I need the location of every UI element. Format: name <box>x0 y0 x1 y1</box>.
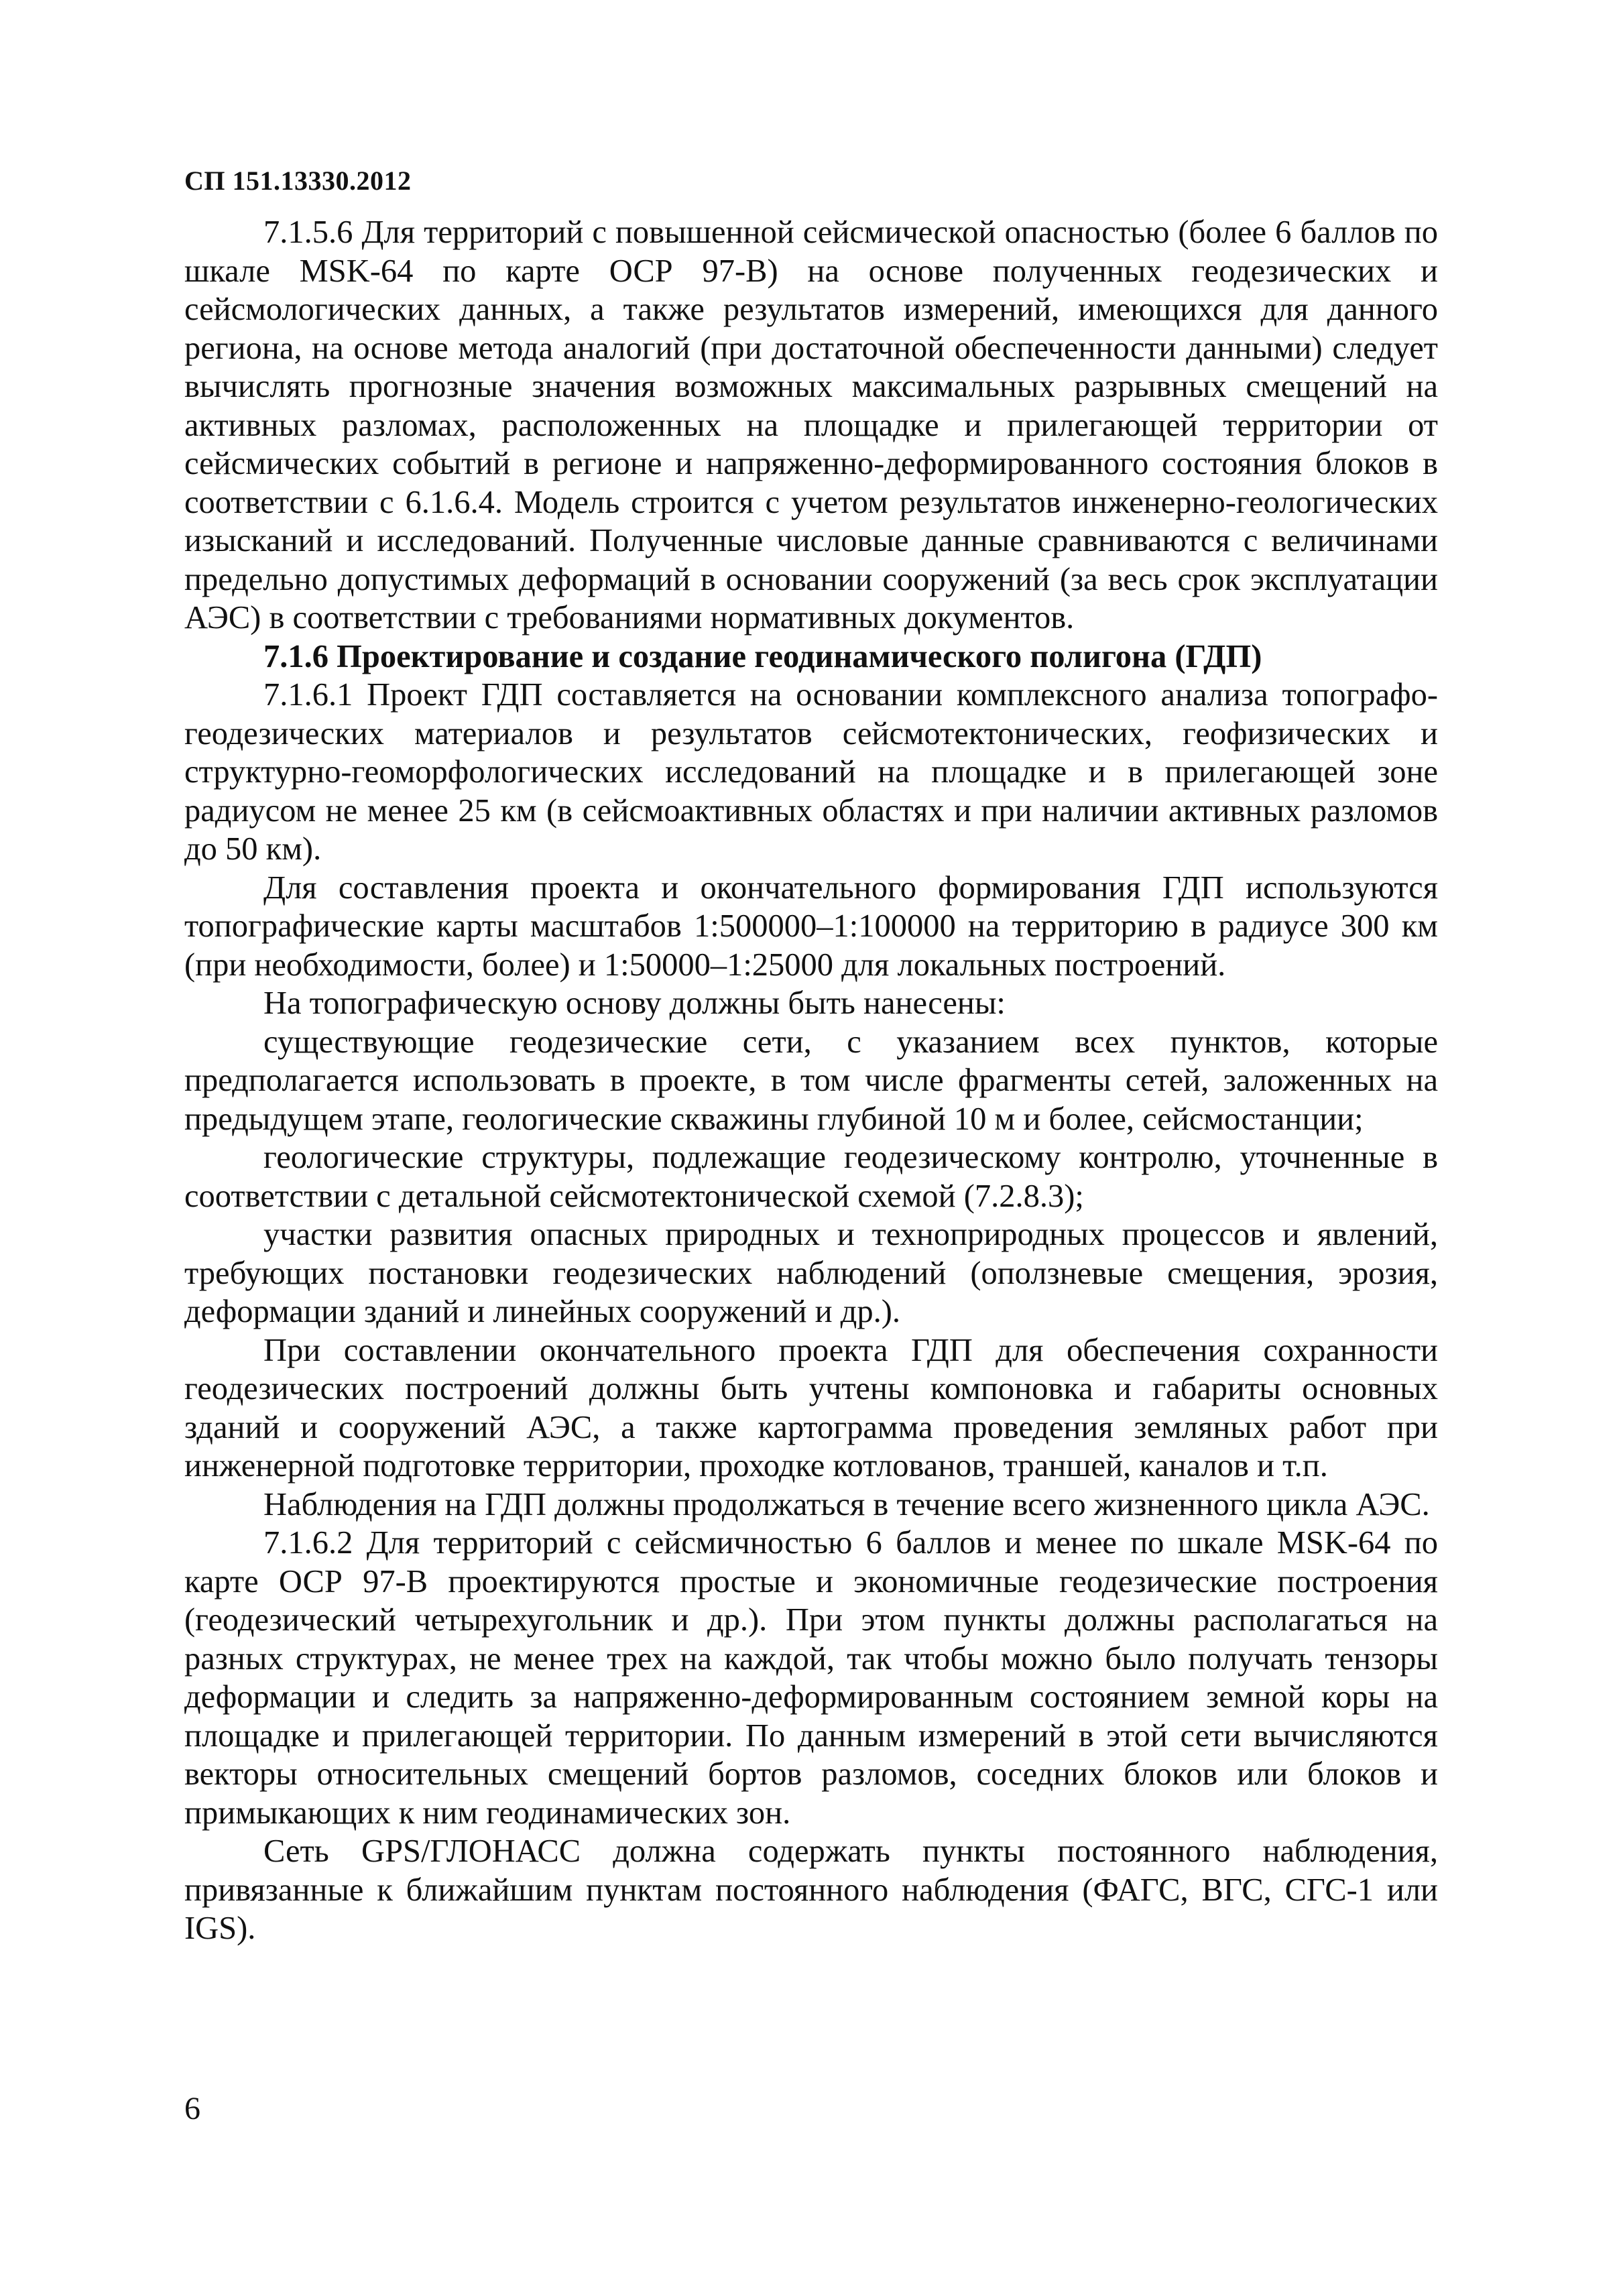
paragraph-7-1-6-2: 7.1.6.2 Для территорий с сейсмичностью 6 баллов и менее по шкале MSK-64 по карте ОСР 97-В проектируются простые и экономичные геодезические построения (геодезический четырехугольник и др.). При этом пункты должны располагаться на разных структурах, не менее трех на каждой, так чтобы можно было получать тензоры деформации и следить за напряженно-деформированным состоянием земной коры на площадке и прилегающей территории. По данным измерений в этой сети вычисляются векторы относительных смещений бортов разломов, соседних блоков или блоков и примыкающих к ним геодинамических зон. <box>184 1525 1438 1831</box>
paragraph-hazard-areas: участки развития опасных природных и технoприродных процессов и явлений, требующих постановки геодезических наблюдений (оползневые смещения, эрозия, деформации зданий и линейных сооружений и др.). <box>184 1217 1438 1329</box>
paragraph-topographic-maps: Для составления проекта и окончательного формирования ГДП используются топографические карты масштабов 1:500000–1:100000 на территорию в радиусе 300 км (при необходимости, более) и 1:50000–1:25000 для локальных построений. <box>184 869 1438 983</box>
page-number: 6 <box>184 2091 200 2126</box>
document-body <box>184 213 1438 1948</box>
paragraph-geodetic-networks: существующие геодезические сети, с указанием всех пунктов, которые предполагается использовать в проекте, в том числе фрагменты сетей, заложенных на предыдущем этапе, геологические скважины глубиной 10 м и более, сейсмостанции; <box>184 1024 1438 1137</box>
paragraph-gps-glonass: Сеть GPS/ГЛОНАСС должна содержать пункты постоянного наблюдения, привязанные к ближайшим пунктам постоянного наблюдения (ФАГС, ВГС, СГС-1 или IGS). <box>184 1833 1438 1946</box>
paragraph-geological-structures: геологические структуры, подлежащие геодезическому контролю, уточненные в соответствии с детальной сейсмотектонической схемой (7.2.8.3); <box>184 1140 1438 1214</box>
document-code-header: СП 151.13330.2012 <box>184 166 412 196</box>
paragraph-observations: Наблюдения на ГДП должны продолжаться в течение всего жизненного цикла АЭС. <box>263 1486 1430 1522</box>
paragraph-base-map-intro: На топографическую основу должны быть нанесены: <box>263 985 1006 1021</box>
paragraph-7-1-5-6: 7.1.5.6 Для территорий с повышенной сейсмической опасностью (более 6 баллов по шкале MSK-64 по карте ОСР 97-В) на основе полученных геодезических и сейсмологических данных, а также результатов измерений, имеющихся для данного региона, на основе метода аналогий (при достаточной обеспеченности данными) следует вычислять прогнозные значения возможных максимальных разрывных смещений на активных разломах, расположенных на площадке и прилегающей территории от сейсмических событий в регионе и напряженно-деформированного состояния блоков в соответствии с 6.1.6.4. Модель строится с учетом результатов инженерно-геологических изысканий и исследований. Полученные числовые данные сравниваются с величинами предельно допустимых деформаций в основании сооружений (за весь срок эксплуатации АЭС) в соответствии с требованиями нормативных документов. <box>184 215 1438 636</box>
section-heading-7-1-6: 7.1.6 Проектирование и создание геодинамического полигона (ГДП) <box>263 638 1262 674</box>
paragraph-final-project: При составлении окончательного проекта ГДП для обеспечения сохранности геодезических построений должны быть учтены компоновка и габариты основных зданий и сооружений АЭС, а также картограмма проведения земляных работ при инженерной подготовке территории, проходке котлованов, траншей, каналов и т.п. <box>184 1332 1438 1484</box>
paragraph-7-1-6-1: 7.1.6.1 Проект ГДП составляется на основании комплексного анализа топографо-геодезических материалов и результатов сейсмотектонических, геофизических и структурно-геоморфологических исследований на площадке и в прилегающей зоне радиусом не менее 25 км (в сейсмоактивных областях и при наличии активных разломов до 50 км). <box>184 677 1438 867</box>
